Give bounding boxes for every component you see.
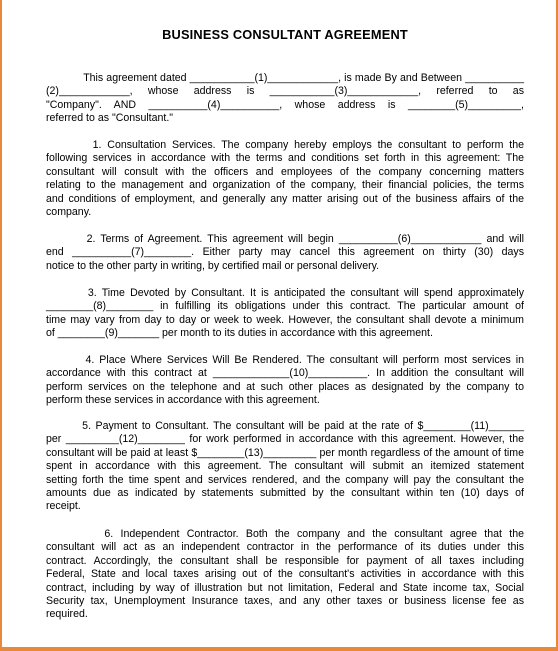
paragraph-line: time may vary from day to day or week to week. However, the consultant shall devote a minimum [46,313,524,326]
paragraph-line: required. [46,608,88,621]
paragraph-line: (2)____________, whose address is ___________(3)____________, referred to as [46,85,524,98]
paragraph-line: perform these services in accordance with this agreement. [46,394,320,407]
paragraph-line: following services in accordance with the terms and conditions set forth in this agreement: The [46,152,524,165]
paragraph-line: contract, including by way of illustration but not limitation, Federal and State income tax, Social [46,581,524,594]
section-time-devoted [46,287,524,341]
paragraph-line: receipt. [46,500,81,513]
paragraph-line: notice to the other party in writing, by certified mail or personal delivery. [46,259,380,272]
paragraph-line: referred to as "Consultant." [46,112,174,125]
paragraph-line: perform services on the telephone and at such other places as designated by the company to [46,380,524,393]
section-payment [46,420,524,514]
section-terms-of-agreement [46,233,524,273]
section-place-of-services [46,354,524,408]
paragraph-line: and conditions of employment, and generally any matter arising out of the business affairs of the [46,192,524,205]
intro-paragraph [46,72,524,126]
paragraph-line: contract. Accordingly, the consultant shall be responsible for payment of all taxes including [46,554,524,567]
section-independent-contractor [46,528,524,622]
paragraph-line: consultant will act as an independent contractor in the performance of its duties under this [46,541,524,554]
paragraph-line: 6. Independent Contractor. Both the company and the consultant agree that the [46,528,524,540]
paragraph-line: 5. Payment to Consultant. The consultant will be paid at the rate of $________(11)______ [46,420,524,432]
paragraph-line: spent in accordance with this agreement. The consultant will submit an itemized statement [46,460,524,473]
paragraph-line: Federal, State and local taxes arising out of the consultant's activities in accordance with this [46,568,524,581]
paragraph-line: accordance with this contract at _____________(10)__________. In addition the consultant will [46,367,524,380]
paragraph-line: relating to the management and organization of the company, their financial policies, the terms [46,179,524,192]
paragraph-line: of ________(9)_______ per month to its duties in accordance with this agreement. [46,327,433,340]
paragraph-line: 3. Time Devoted by Consultant. It is anticipated the consultant will spend approximately [46,287,524,299]
paragraph-line: amounts due as indicated by statements submitted by the consultant within ten (10) days of [46,487,524,500]
paragraph-line: 4. Place Where Services Will Be Rendered. The consultant will perform most services in [46,354,524,366]
paragraph-line: This agreement dated ___________(1)____________, is made By and Between __________ [46,72,524,84]
paragraph-line: end __________(7)________. Either party may cancel this agreement on thirty (30) days [46,246,524,259]
section-consultation-services [46,139,524,219]
paragraph-line: consultant will be paid at least $________(13)_________ per month regardless of the amount of time [46,446,524,459]
paragraph-line: setting forth the time spent and services rendered, and the company will pay the consultant the [46,473,524,486]
paragraph-line: company. [46,206,92,219]
paragraph-line: 2. Terms of Agreement. This agreement will begin __________(6)____________ and will [46,233,524,245]
paragraph-line: ________(8)________ in fulfilling its obligations under this contract. The particular amount of [46,300,524,313]
document-title: BUSINESS CONSULTANT AGREEMENT [162,27,408,42]
paragraph-line: per _________(12)________ for work performed in accordance with this agreement. However, the [46,433,524,446]
paragraph-line: "Company". AND __________(4)__________, whose address is ________(5)_________, [46,98,524,111]
paragraph-line: 1. Consultation Services. The company hereby employs the consultant to perform the [46,139,524,151]
paragraph-line: consultant will consult with the officers and employees of the company concerning matters [46,165,524,178]
paragraph-line: Security tax, Unemployment Insurance taxes, and any other taxes or business license fee as [46,595,524,608]
